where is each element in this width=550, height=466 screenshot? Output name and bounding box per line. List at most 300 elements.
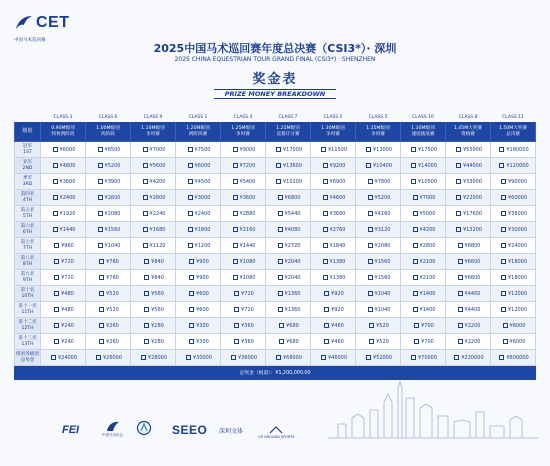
checkbox-icon bbox=[98, 147, 103, 152]
checkbox-icon bbox=[501, 291, 506, 296]
prize-value: ¥2800 bbox=[419, 242, 436, 249]
prize-cell bbox=[356, 302, 401, 318]
prize-value: ¥68000 bbox=[282, 354, 303, 361]
table-row bbox=[15, 334, 536, 350]
checkbox-icon bbox=[501, 227, 506, 232]
checkbox-icon bbox=[144, 339, 149, 344]
table-row bbox=[15, 142, 536, 158]
prize-value: ¥2800 bbox=[149, 194, 166, 201]
prize-value: ¥480 bbox=[61, 306, 74, 313]
prize-value: ¥2040 bbox=[284, 258, 301, 265]
total-prize: 总奖金（税前）：¥1,200,000.00 bbox=[15, 366, 536, 380]
prize-cell bbox=[176, 238, 221, 254]
prize-cell bbox=[86, 222, 131, 238]
prize-value: ¥3600 bbox=[239, 194, 256, 201]
rank-label-en: 总奖金 bbox=[20, 357, 35, 363]
column-header-line: 1.45M大奖赛 bbox=[454, 126, 482, 131]
checkbox-icon bbox=[366, 147, 371, 152]
checkbox-icon bbox=[456, 211, 461, 216]
prize-cell bbox=[131, 174, 176, 190]
prize-value: ¥10200 bbox=[282, 178, 303, 185]
checkbox-icon bbox=[53, 227, 58, 232]
checkbox-icon bbox=[99, 307, 104, 312]
checkbox-icon bbox=[143, 211, 148, 216]
column-header-line: 1.35M级别 bbox=[366, 126, 390, 131]
prize-cell bbox=[491, 302, 536, 318]
rank-cell bbox=[15, 254, 41, 270]
table-row bbox=[15, 174, 536, 190]
checkbox-icon bbox=[368, 259, 373, 264]
checkbox-icon bbox=[456, 147, 461, 152]
prize-value: ¥36000 bbox=[237, 354, 258, 361]
prize-value: ¥46000 bbox=[327, 354, 348, 361]
checkbox-icon bbox=[189, 275, 194, 280]
checkbox-icon bbox=[99, 259, 104, 264]
prize-cell bbox=[311, 302, 356, 318]
checkbox-icon bbox=[501, 259, 506, 264]
prize-value: ¥13600 bbox=[282, 162, 303, 169]
prize-value: ¥1380 bbox=[329, 274, 346, 281]
prize-value: ¥8800 bbox=[464, 242, 481, 249]
checkbox-icon bbox=[413, 195, 418, 200]
column-header bbox=[491, 122, 536, 142]
class-label: CLASS 4 bbox=[221, 114, 266, 122]
rank-label-cn: 第六名 bbox=[20, 224, 35, 229]
prize-cell bbox=[221, 206, 266, 222]
prize-cell bbox=[86, 302, 131, 318]
prize-value: ¥960 bbox=[61, 242, 74, 249]
column-header-line: 1.10M级别 bbox=[141, 126, 165, 131]
prize-value: ¥280 bbox=[151, 338, 164, 345]
prize-value: ¥1840 bbox=[329, 242, 346, 249]
prize-value: ¥30000 bbox=[192, 354, 213, 361]
checkbox-icon bbox=[143, 243, 148, 248]
prize-value: ¥1040 bbox=[374, 290, 391, 297]
checkbox-icon bbox=[324, 291, 329, 296]
prize-value: ¥30000 bbox=[507, 226, 528, 233]
checkbox-icon bbox=[276, 355, 281, 360]
prize-cell bbox=[401, 222, 446, 238]
checkbox-icon bbox=[234, 323, 239, 328]
rank-label-en: 1ST bbox=[23, 149, 32, 155]
prize-value: ¥4200 bbox=[149, 178, 166, 185]
prize-value: ¥1400 bbox=[419, 306, 436, 313]
checkbox-icon bbox=[414, 339, 419, 344]
checkbox-icon bbox=[143, 227, 148, 232]
rank-label-cn: 组别各级别 bbox=[16, 352, 39, 357]
prize-cell bbox=[176, 206, 221, 222]
checkbox-icon bbox=[454, 355, 459, 360]
prize-cell bbox=[266, 222, 311, 238]
rank-label-cn: 第十名 bbox=[20, 288, 35, 293]
prize-cell bbox=[176, 270, 221, 286]
prize-cell bbox=[311, 174, 356, 190]
prize-value: ¥1380 bbox=[329, 258, 346, 265]
prize-cell bbox=[356, 142, 401, 158]
prize-value: ¥5600 bbox=[149, 162, 166, 169]
class-label: CLASS 3 bbox=[41, 114, 86, 122]
seeo-logo: SEEO bbox=[172, 423, 208, 437]
table-row bbox=[15, 286, 536, 302]
class-corner bbox=[15, 114, 41, 122]
rank-cell bbox=[15, 334, 41, 350]
checkbox-icon bbox=[278, 259, 283, 264]
prize-value: ¥3120 bbox=[374, 226, 391, 233]
column-header-line: 两阶段赛 bbox=[188, 131, 208, 137]
checkbox-icon bbox=[456, 163, 461, 168]
table-row bbox=[15, 158, 536, 174]
prize-value: ¥17000 bbox=[282, 146, 303, 153]
prize-cell bbox=[176, 174, 221, 190]
prize-value: ¥24000 bbox=[57, 354, 78, 361]
prize-cell bbox=[356, 238, 401, 254]
prize-cell bbox=[401, 350, 446, 366]
prize-value: ¥60000 bbox=[507, 194, 528, 201]
prize-value: ¥11500 bbox=[327, 146, 348, 153]
prize-cell bbox=[311, 142, 356, 158]
prize-value: ¥300 bbox=[196, 322, 209, 329]
prize-value: ¥920 bbox=[331, 306, 344, 313]
prize-cell bbox=[266, 254, 311, 270]
prize-value: ¥2200 bbox=[464, 322, 481, 329]
checkbox-icon bbox=[414, 323, 419, 328]
prize-cell bbox=[491, 142, 536, 158]
checkbox-icon bbox=[413, 243, 418, 248]
column-header-line: 1.25M级别 bbox=[276, 126, 300, 131]
prize-value: ¥1040 bbox=[374, 306, 391, 313]
prize-cell bbox=[41, 174, 86, 190]
checkbox-icon bbox=[188, 211, 193, 216]
prize-value: ¥840 bbox=[151, 274, 164, 281]
prize-value: ¥5200 bbox=[104, 162, 121, 169]
prize-value: ¥2160 bbox=[239, 226, 256, 233]
prize-value: ¥4600 bbox=[329, 194, 346, 201]
checkbox-icon bbox=[458, 323, 463, 328]
logo-text: CET bbox=[36, 14, 70, 31]
checkbox-icon bbox=[144, 291, 149, 296]
prize-cell bbox=[221, 302, 266, 318]
checkbox-icon bbox=[144, 323, 149, 328]
prize-cell bbox=[446, 206, 491, 222]
prize-value: ¥33000 bbox=[462, 178, 483, 185]
sponsor-logos bbox=[20, 420, 340, 442]
checkbox-icon bbox=[99, 339, 104, 344]
prize-value: ¥28000 bbox=[147, 354, 168, 361]
prize-value: ¥13000 bbox=[372, 146, 393, 153]
rank-cell bbox=[15, 142, 41, 158]
rider-emblem-icon bbox=[136, 420, 152, 436]
prize-value: ¥17600 bbox=[462, 210, 483, 217]
checkbox-icon bbox=[143, 163, 148, 168]
prize-value: ¥2040 bbox=[284, 274, 301, 281]
prize-cell bbox=[491, 190, 536, 206]
prize-value: ¥2600 bbox=[104, 194, 121, 201]
checkbox-icon bbox=[276, 179, 281, 184]
checkbox-icon bbox=[54, 339, 59, 344]
prize-cell bbox=[131, 158, 176, 174]
prize-value: ¥90000 bbox=[507, 178, 528, 185]
checkbox-icon bbox=[189, 307, 194, 312]
prize-value: ¥120000 bbox=[506, 162, 529, 169]
prize-cell bbox=[131, 302, 176, 318]
prize-value: ¥6000 bbox=[194, 162, 211, 169]
prize-value: ¥9000 bbox=[239, 146, 256, 153]
checkbox-icon bbox=[98, 163, 103, 168]
prize-value: ¥720 bbox=[241, 306, 254, 313]
level-header: 级别 bbox=[15, 122, 41, 142]
checkbox-icon bbox=[456, 227, 461, 232]
checkbox-icon bbox=[413, 227, 418, 232]
rank-label-cn: 第五名 bbox=[20, 208, 35, 213]
rank-cell bbox=[15, 190, 41, 206]
prize-value: ¥220000 bbox=[461, 354, 484, 361]
rank-label-cn: 冠军 bbox=[22, 144, 33, 149]
checkbox-icon bbox=[276, 163, 281, 168]
checkbox-icon bbox=[233, 163, 238, 168]
column-header bbox=[266, 122, 311, 142]
prize-value: ¥300 bbox=[196, 338, 209, 345]
checkbox-icon bbox=[233, 227, 238, 232]
prize-cell bbox=[401, 334, 446, 350]
prize-cell bbox=[356, 318, 401, 334]
prize-cell bbox=[86, 174, 131, 190]
prize-value: ¥840 bbox=[151, 258, 164, 265]
checkbox-icon bbox=[324, 339, 329, 344]
prize-cell bbox=[131, 190, 176, 206]
prize-cell bbox=[311, 222, 356, 238]
prize-cell bbox=[356, 190, 401, 206]
prize-cell bbox=[86, 206, 131, 222]
prize-cell bbox=[356, 270, 401, 286]
prize-value: ¥260 bbox=[106, 338, 119, 345]
prize-value: ¥6000 bbox=[509, 322, 526, 329]
prize-value: ¥6000 bbox=[59, 146, 76, 153]
prize-cell bbox=[491, 158, 536, 174]
prize-value: ¥1120 bbox=[149, 242, 166, 249]
checkbox-icon bbox=[278, 307, 283, 312]
prize-value: ¥4400 bbox=[464, 306, 481, 313]
checkbox-icon bbox=[411, 163, 416, 168]
prize-cell bbox=[311, 286, 356, 302]
checkbox-icon bbox=[99, 323, 104, 328]
prize-cell bbox=[131, 286, 176, 302]
table-row bbox=[15, 254, 536, 270]
checkbox-icon bbox=[456, 195, 461, 200]
prize-value: ¥7800 bbox=[374, 178, 391, 185]
checkbox-icon bbox=[278, 211, 283, 216]
prize-value: ¥700 bbox=[421, 322, 434, 329]
prize-value: ¥520 bbox=[106, 290, 119, 297]
prize-cell bbox=[41, 238, 86, 254]
checkbox-icon bbox=[233, 195, 238, 200]
horse-head-icon bbox=[105, 420, 121, 432]
prize-cell bbox=[176, 158, 221, 174]
prize-cell bbox=[311, 190, 356, 206]
rank-cell bbox=[15, 302, 41, 318]
prize-value: ¥52000 bbox=[372, 354, 393, 361]
shenzhen-culture-logo: 深圳文体 bbox=[219, 428, 244, 435]
checkbox-icon bbox=[278, 275, 283, 280]
class-row bbox=[15, 114, 536, 122]
cea-logo-text: 中国马术协会 bbox=[102, 433, 123, 437]
prize-cell bbox=[221, 190, 266, 206]
checkbox-icon bbox=[324, 323, 329, 328]
checkbox-icon bbox=[53, 163, 58, 168]
checkbox-icon bbox=[323, 243, 328, 248]
prize-cell bbox=[446, 238, 491, 254]
prize-value: ¥1400 bbox=[419, 290, 436, 297]
rank-cell bbox=[15, 206, 41, 222]
prize-cell bbox=[266, 238, 311, 254]
prize-value: ¥1440 bbox=[239, 242, 256, 249]
prize-value: ¥240 bbox=[61, 322, 74, 329]
prize-value: ¥1360 bbox=[284, 306, 301, 313]
prize-cell bbox=[311, 158, 356, 174]
checkbox-icon bbox=[98, 195, 103, 200]
prize-value: ¥4800 bbox=[59, 162, 76, 169]
checkbox-icon bbox=[458, 243, 463, 248]
prize-cell bbox=[176, 302, 221, 318]
checkbox-icon bbox=[54, 243, 59, 248]
prize-cell bbox=[266, 350, 311, 366]
prize-cell bbox=[311, 206, 356, 222]
table-row bbox=[15, 206, 536, 222]
column-header bbox=[86, 122, 131, 142]
prize-cell bbox=[446, 302, 491, 318]
prize-cell bbox=[401, 190, 446, 206]
prize-value: ¥22000 bbox=[462, 194, 483, 201]
rank-label-cn: 第七名 bbox=[20, 240, 35, 245]
prize-cell bbox=[266, 318, 311, 334]
prize-value: ¥17500 bbox=[417, 146, 438, 153]
prize-cell bbox=[446, 318, 491, 334]
rank-cell bbox=[15, 158, 41, 174]
prize-cell bbox=[221, 254, 266, 270]
checkbox-icon bbox=[368, 275, 373, 280]
checkbox-icon bbox=[231, 355, 236, 360]
prize-cell bbox=[446, 158, 491, 174]
prize-value: ¥900 bbox=[196, 258, 209, 265]
rank-label-cn: 第四名 bbox=[20, 192, 35, 197]
prize-cell bbox=[311, 318, 356, 334]
column-header-line: 争时赛 bbox=[371, 131, 385, 137]
prize-value: ¥4160 bbox=[374, 210, 391, 217]
prize-value: ¥5200 bbox=[374, 194, 391, 201]
class-label: CLASS 6 bbox=[86, 114, 131, 122]
checkbox-icon bbox=[501, 243, 506, 248]
prize-cell bbox=[41, 190, 86, 206]
prize-cell bbox=[491, 206, 536, 222]
prize-value: ¥1440 bbox=[59, 226, 76, 233]
prize-cell bbox=[401, 206, 446, 222]
checkbox-icon bbox=[458, 339, 463, 344]
prize-value: ¥460 bbox=[331, 322, 344, 329]
checkbox-icon bbox=[144, 275, 149, 280]
checkbox-icon bbox=[54, 291, 59, 296]
prize-value: ¥5400 bbox=[239, 178, 256, 185]
class-label: CLASS 7 bbox=[266, 114, 311, 122]
prize-value: ¥720 bbox=[241, 290, 254, 297]
prize-cell bbox=[41, 142, 86, 158]
prize-cell bbox=[401, 286, 446, 302]
prize-value: ¥2100 bbox=[419, 274, 436, 281]
checkbox-icon bbox=[189, 323, 194, 328]
checkbox-icon bbox=[413, 259, 418, 264]
prize-value: ¥520 bbox=[376, 338, 389, 345]
checkbox-icon bbox=[54, 275, 59, 280]
prize-cell bbox=[266, 158, 311, 174]
checkbox-icon bbox=[189, 259, 194, 264]
prize-cell bbox=[401, 302, 446, 318]
prize-cell bbox=[176, 318, 221, 334]
checkbox-icon bbox=[323, 211, 328, 216]
prize-value: ¥6600 bbox=[464, 258, 481, 265]
prize-value: ¥10500 bbox=[417, 178, 438, 185]
checkbox-icon bbox=[366, 163, 371, 168]
rank-label-cn: 亚军 bbox=[22, 160, 33, 165]
cea-logo bbox=[102, 420, 123, 442]
cr-emblem-icon bbox=[269, 426, 283, 434]
prize-value: ¥180000 bbox=[506, 146, 529, 153]
prize-value: ¥6500 bbox=[104, 146, 121, 153]
checkbox-icon bbox=[411, 147, 416, 152]
checkbox-icon bbox=[188, 243, 193, 248]
page-title: 2025中国马术巡回赛年度总决赛（CSI3*）· 深圳 bbox=[153, 42, 397, 55]
prize-cell bbox=[131, 222, 176, 238]
checkbox-icon bbox=[368, 243, 373, 248]
prize-cell bbox=[491, 174, 536, 190]
checkbox-icon bbox=[503, 339, 508, 344]
prize-value: ¥55000 bbox=[462, 146, 483, 153]
checkbox-icon bbox=[368, 227, 373, 232]
prize-cell bbox=[221, 286, 266, 302]
prize-cell bbox=[131, 254, 176, 270]
prize-cell bbox=[491, 318, 536, 334]
rank-cell bbox=[15, 350, 41, 366]
checkbox-icon bbox=[233, 147, 238, 152]
prize-value: ¥2880 bbox=[239, 210, 256, 217]
prize-value: ¥560 bbox=[151, 306, 164, 313]
checkbox-icon bbox=[189, 339, 194, 344]
prize-cell bbox=[221, 270, 266, 286]
prize-value: ¥2760 bbox=[329, 226, 346, 233]
rank-cell bbox=[15, 318, 41, 334]
checkbox-icon bbox=[499, 355, 504, 360]
prize-cell bbox=[176, 334, 221, 350]
column-header-line: 1.20M级别 bbox=[186, 126, 210, 131]
class-label: CLASS 1 bbox=[176, 114, 221, 122]
checkbox-icon bbox=[366, 355, 371, 360]
prize-cell bbox=[131, 270, 176, 286]
prize-cell bbox=[41, 318, 86, 334]
checkbox-icon bbox=[413, 291, 418, 296]
prize-cell bbox=[356, 206, 401, 222]
checkbox-icon bbox=[188, 179, 193, 184]
prize-value: ¥1200 bbox=[194, 242, 211, 249]
checkbox-icon bbox=[189, 291, 194, 296]
prize-value: ¥3680 bbox=[329, 210, 346, 217]
checkbox-icon bbox=[368, 291, 373, 296]
table-row bbox=[15, 238, 536, 254]
rank-label-en: 5TH bbox=[22, 213, 33, 219]
prize-value: ¥1920 bbox=[59, 210, 76, 217]
checkbox-icon bbox=[368, 307, 373, 312]
checkbox-icon bbox=[276, 147, 281, 152]
checkbox-icon bbox=[413, 307, 418, 312]
prize-cell bbox=[221, 350, 266, 366]
rank-label-cn: 第十一名 bbox=[18, 304, 37, 309]
column-header-line: 两阶段 bbox=[101, 131, 115, 137]
